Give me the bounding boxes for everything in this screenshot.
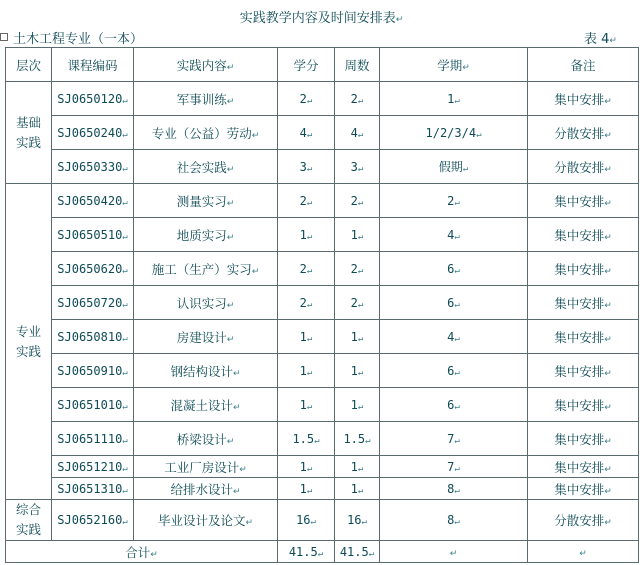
header-content: 实践内容↵	[134, 48, 278, 82]
credits-cell: 1↵	[278, 478, 335, 500]
course-code-cell: SJ0651310↵	[52, 478, 134, 500]
course-code-cell: SJ0650420↵	[52, 184, 134, 218]
term-cell: 6↵	[380, 286, 528, 320]
credits-cell: 3↵	[278, 150, 335, 184]
header-term: 学期↵	[380, 48, 528, 82]
weeks-cell: 1.5↵	[335, 422, 380, 456]
group-level-cell: 基础 实践	[6, 82, 52, 184]
credits-cell: 2↵	[278, 286, 335, 320]
credits-cell: 4↵	[278, 116, 335, 150]
table-anchor-handle[interactable]	[0, 33, 8, 41]
content-cell: 认识实习↵	[134, 286, 278, 320]
total-weeks-cell: 41.5↵	[335, 541, 380, 563]
weeks-cell: 1↵	[335, 218, 380, 252]
content-cell: 桥梁设计↵	[134, 422, 278, 456]
term-cell: 1↵	[380, 82, 528, 116]
course-code-cell: SJ0650510↵	[52, 218, 134, 252]
table-row	[6, 320, 639, 354]
course-code-cell: SJ0651110↵	[52, 422, 134, 456]
group-level-cell: 综合 实践	[6, 500, 52, 541]
weeks-cell: 4↵	[335, 116, 380, 150]
weeks-cell: 1↵	[335, 388, 380, 422]
credits-cell: 2↵	[278, 82, 335, 116]
note-cell: 集中安排↵	[528, 82, 639, 116]
table-row	[6, 82, 639, 116]
term-cell: 6↵	[380, 252, 528, 286]
note-cell: 集中安排↵	[528, 422, 639, 456]
credits-cell: 2↵	[278, 184, 335, 218]
table-row	[6, 456, 639, 478]
weeks-cell: 1↵	[335, 456, 380, 478]
course-code-cell: SJ0650910↵	[52, 354, 134, 388]
content-cell: 军事训练↵	[134, 82, 278, 116]
table-row	[6, 252, 639, 286]
header-note: 备注	[528, 48, 639, 82]
note-cell: 集中安排↵	[528, 388, 639, 422]
weeks-cell: 2↵	[335, 286, 380, 320]
header-row	[6, 48, 639, 82]
table-row	[6, 150, 639, 184]
header-weeks: 周数	[335, 48, 380, 82]
content-cell: 测量实习↵	[134, 184, 278, 218]
table-row	[6, 218, 639, 252]
table-number: 表 4↵	[584, 32, 617, 47]
weeks-cell: 3↵	[335, 150, 380, 184]
content-cell: 工业厂房设计↵	[134, 456, 278, 478]
note-cell: 集中安排↵	[528, 456, 639, 478]
course-code-cell: SJ0650720↵	[52, 286, 134, 320]
note-cell: 分散安排↵	[528, 500, 639, 541]
major-label: 土木工程专业（一本）	[13, 32, 144, 47]
course-code-cell: SJ0651210↵	[52, 456, 134, 478]
note-cell: 分散安排↵	[528, 116, 639, 150]
note-cell: 集中安排↵	[528, 286, 639, 320]
credits-cell: 1↵	[278, 388, 335, 422]
document-title: 实践教学内容及时间安排表↵	[239, 11, 404, 26]
content-cell: 毕业设计及论文↵	[134, 500, 278, 541]
credits-cell: 1↵	[278, 218, 335, 252]
weeks-cell: 1↵	[335, 354, 380, 388]
table-row	[6, 388, 639, 422]
table-row	[6, 286, 639, 320]
note-cell: 集中安排↵	[528, 354, 639, 388]
note-cell: 集中安排↵	[528, 320, 639, 354]
content-cell: 钢结构设计↵	[134, 354, 278, 388]
course-code-cell: SJ0652160↵	[52, 500, 134, 541]
term-cell: 7↵	[380, 456, 528, 478]
header-level: 层次	[6, 48, 52, 82]
group-level-cell: 专业 实践	[6, 184, 52, 500]
weeks-cell: 1↵	[335, 320, 380, 354]
credits-cell: 1↵	[278, 456, 335, 478]
table-row	[6, 500, 639, 541]
credits-cell: 1.5↵	[278, 422, 335, 456]
content-cell: 社会实践↵	[134, 150, 278, 184]
table-row	[6, 184, 639, 218]
table-row	[6, 116, 639, 150]
weeks-cell: 2↵	[335, 252, 380, 286]
credits-cell: 2↵	[278, 252, 335, 286]
course-code-cell: SJ0650810↵	[52, 320, 134, 354]
content-cell: 给排水设计↵	[134, 478, 278, 500]
note-cell: 集中安排↵	[528, 478, 639, 500]
content-cell: 地质实习↵	[134, 218, 278, 252]
course-code-cell: SJ0651010↵	[52, 388, 134, 422]
term-cell: 4↵	[380, 320, 528, 354]
term-cell: 1/2/3/4↵	[380, 116, 528, 150]
term-cell: 假期↵	[380, 150, 528, 184]
header-credits: 学分	[278, 48, 335, 82]
total-credits-cell: 41.5↵	[278, 541, 335, 563]
term-cell: 6↵	[380, 388, 528, 422]
term-cell: 8↵	[380, 478, 528, 500]
course-code-cell: SJ0650330↵	[52, 150, 134, 184]
course-code-cell: SJ0650240↵	[52, 116, 134, 150]
course-code-cell: SJ0650620↵	[52, 252, 134, 286]
header-course-code: 课程编码	[52, 48, 134, 82]
weeks-cell: 1↵	[335, 478, 380, 500]
weeks-cell: 16↵	[335, 500, 380, 541]
term-cell: 6↵	[380, 354, 528, 388]
term-cell: 8↵	[380, 500, 528, 541]
credits-cell: 1↵	[278, 320, 335, 354]
term-cell: 4↵	[380, 218, 528, 252]
note-cell: 分散安排↵	[528, 150, 639, 184]
table-row	[6, 478, 639, 500]
total-note-cell: ↵	[528, 541, 639, 563]
table-row	[6, 422, 639, 456]
credits-cell: 16↵	[278, 500, 335, 541]
content-cell: 施工（生产）实习↵	[134, 252, 278, 286]
practice-schedule-table	[5, 47, 639, 563]
credits-cell: 1↵	[278, 354, 335, 388]
course-code-cell: SJ0650120↵	[52, 82, 134, 116]
weeks-cell: 2↵	[335, 184, 380, 218]
term-cell: 2↵	[380, 184, 528, 218]
note-cell: 集中安排↵	[528, 252, 639, 286]
weeks-cell: 2↵	[335, 82, 380, 116]
note-cell: 集中安排↵	[528, 218, 639, 252]
table-row	[6, 354, 639, 388]
term-cell: 7↵	[380, 422, 528, 456]
total-label-cell: 合计↵	[6, 541, 278, 563]
content-cell: 房建设计↵	[134, 320, 278, 354]
note-cell: 集中安排↵	[528, 184, 639, 218]
total-term-cell: ↵	[380, 541, 528, 563]
content-cell: 混凝土设计↵	[134, 388, 278, 422]
content-cell: 专业（公益）劳动↵	[134, 116, 278, 150]
total-row	[6, 541, 639, 563]
